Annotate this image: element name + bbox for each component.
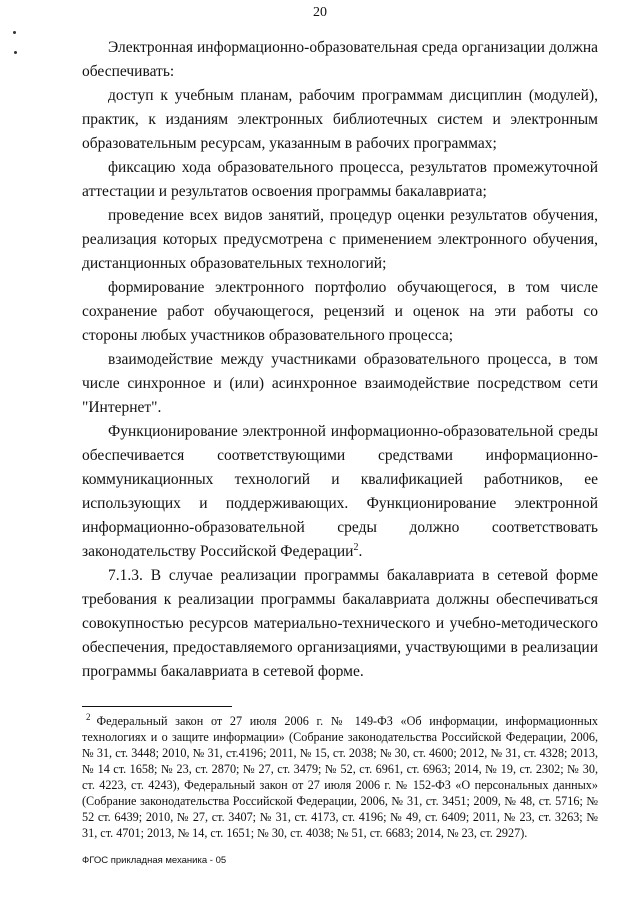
scan-speck xyxy=(13,31,16,34)
footnote-mark: 2 xyxy=(86,711,91,722)
footnote-text: Федеральный закон от 27 июля 2006 г. № 149-ФЗ «Об информации, информационных технологиях и о защите информации» (Собрание законодательства Российской Федерации, 2006, № 31, ст. 3448; 2010, № 31, ст.4196; 2011, № 15, ст. 2038; № 30, ст. 4600; 2012, № 31, ст. 4328; 2013, № 14 ст. 1658; № 23, ст. 2870; № 27, ст. 3479; № 52, ст. 6961, ст. 6963; 2014, № 19, ст. 2302; № 30, ст. 4223, ст. 4243), Федеральный закон от 27 июля 2006 г. № 152-ФЗ «О персональных данных» (Собрание законодательства Российской Федерации, 2006, № 31, ст. 3451; 2009, № 48, ст. 5716; № 52 ст. 6439; 2010, № 27, ст. 3407; № 31, ст. 4173, ст. 4196; № 49, ст. 6409; 2011, № 23, ст. 3263; № 31, ст. 4701; 2013, № 14, ст. 1651; № 30, ст. 4038; № 51, ст. 6683; 2014, № 23, ст. 2927). xyxy=(82,714,598,840)
paragraph-text: Функционирование электронной информационно-образовательной среды обеспечивается соответствующими средствами информационно-коммуникационных технологий и квалификацией работников, ее использующих и поддерживающих. Функционирование электронной информационно-образовательной среды должно соответствовать законодательству Российской Федерации xyxy=(82,423,598,560)
paragraph-end: . xyxy=(358,543,363,560)
paragraph: Электронная информационно-образовательная среда организации должна обеспечивать: xyxy=(82,39,598,80)
footnote xyxy=(82,713,598,841)
footnote-reference[interactable]: 2 xyxy=(353,541,359,553)
paragraph: взаимодействие между участниками образовательного процесса, в том числе синхронное и (или) асинхронное взаимодействие посредством сети "Интернет". xyxy=(82,351,598,416)
paragraph: формирование электронного портфолио обучающегося, в том числе сохранение работ обучающегося, рецензий и оценок на эти работы со стороны любых участников образовательного процесса; xyxy=(82,279,598,344)
scan-speck xyxy=(14,51,17,54)
body-text xyxy=(82,36,598,684)
paragraph: 7.1.3. В случае реализации программы бакалавриата в сетевой форме требования к реализации программы бакалавриата должны обеспечиваться совокупностью ресурсов материально-технического и учебно-методического обеспечения, предоставляемого организациями, участвующими в реализации программы бакалавриата в сетевой форме. xyxy=(82,567,598,680)
paragraph: фиксацию хода образовательного процесса, результатов промежуточной аттестации и результатов освоения программы бакалавриата; xyxy=(82,159,598,200)
page-footer: ФГОС прикладная механика - 05 xyxy=(82,855,227,866)
page-number: 20 xyxy=(313,5,327,20)
paragraph: проведение всех видов занятий, процедур оценки результатов обучения, реализация которых предусмотрена с применением электронного обучения, дистанционных образовательных технологий; xyxy=(82,207,598,272)
paragraph: доступ к учебным планам, рабочим программам дисциплин (модулей), практик, к изданиям электронных библиотечных систем и электронным образовательным ресурсам, указанным в рабочих программах; xyxy=(82,87,598,152)
footnote-divider xyxy=(82,706,232,707)
paragraph xyxy=(82,420,598,564)
